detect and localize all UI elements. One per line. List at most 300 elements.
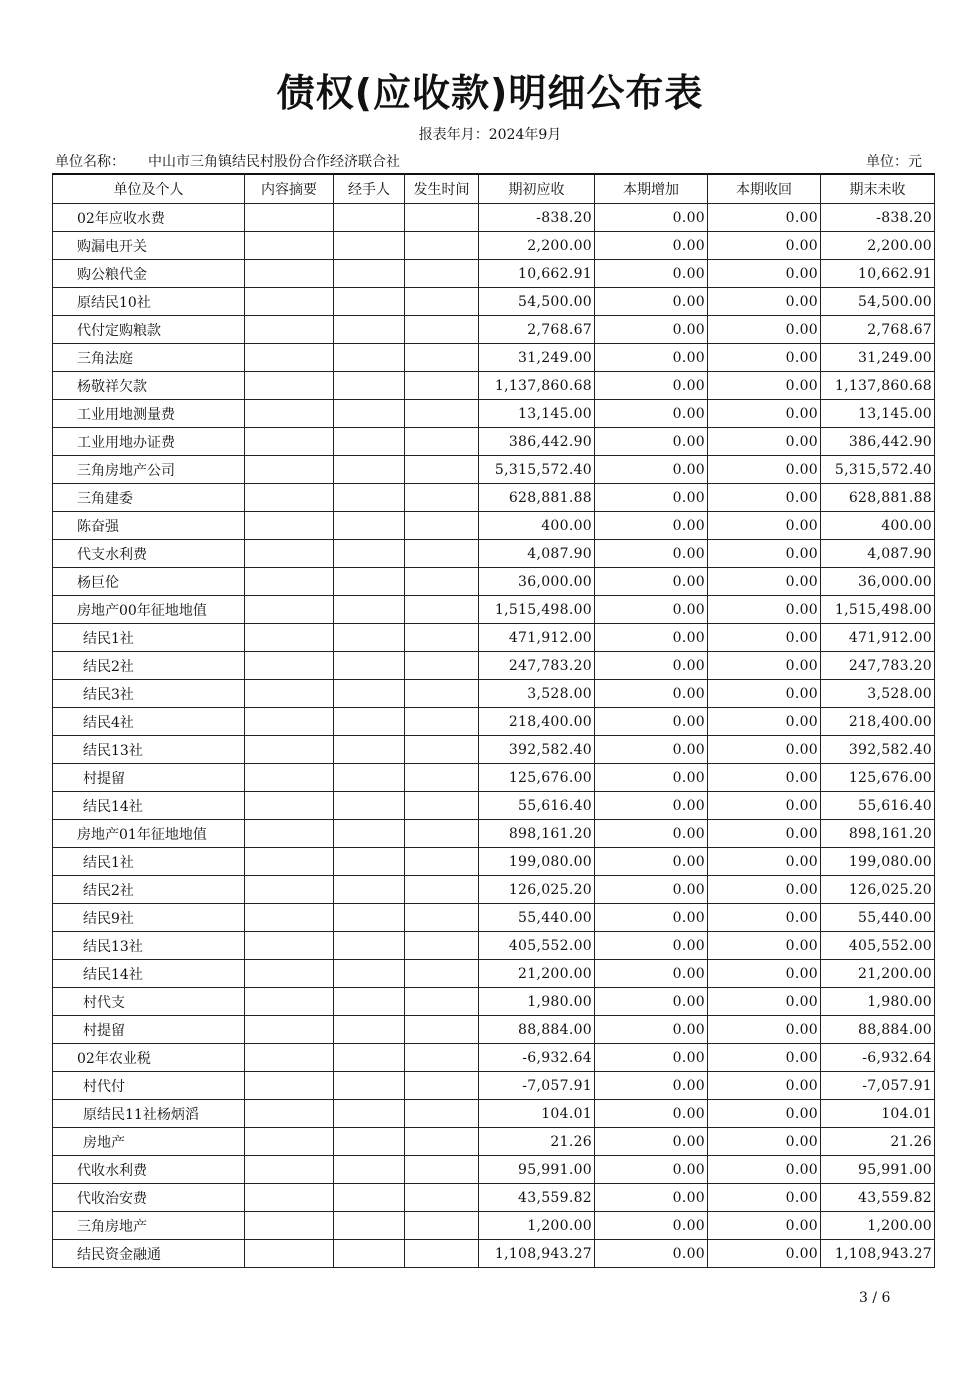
cell-opening: 1,108,943.27 xyxy=(479,1240,595,1268)
table-row xyxy=(53,736,935,764)
table-row xyxy=(53,876,935,904)
cell-handler xyxy=(334,456,405,484)
cell-party: 结民13社 xyxy=(53,736,245,764)
report-date: 报表年月：2024年9月 xyxy=(418,127,562,143)
cell-increase: 0.00 xyxy=(595,372,708,400)
cell-party: 原结民10社 xyxy=(53,288,245,316)
table-row xyxy=(53,288,935,316)
cell-date xyxy=(405,1240,479,1268)
cell-summary xyxy=(245,652,334,680)
cell-date xyxy=(405,372,479,400)
cell-summary xyxy=(245,288,334,316)
table-row xyxy=(53,1212,935,1240)
table-row xyxy=(53,1184,935,1212)
cell-party: 代支水利费 xyxy=(53,540,245,568)
table-row xyxy=(53,316,935,344)
cell-handler xyxy=(334,288,405,316)
cell-opening: 125,676.00 xyxy=(479,764,595,792)
cell-recovered: 0.00 xyxy=(708,456,821,484)
cell-handler xyxy=(334,1212,405,1240)
cell-party: 代收治安费 xyxy=(53,1184,245,1212)
cell-recovered: 0.00 xyxy=(708,792,821,820)
table-row xyxy=(53,820,935,848)
cell-party: 结民14社 xyxy=(53,792,245,820)
cell-date xyxy=(405,428,479,456)
table-row xyxy=(53,652,935,680)
cell-increase: 0.00 xyxy=(595,1128,708,1156)
cell-increase: 0.00 xyxy=(595,484,708,512)
cell-opening: 1,980.00 xyxy=(479,988,595,1016)
cell-party: 结民4社 xyxy=(53,708,245,736)
cell-opening: 2,768.67 xyxy=(479,316,595,344)
table-row xyxy=(53,1044,935,1072)
cell-closing: 400.00 xyxy=(821,512,935,540)
cell-handler xyxy=(334,820,405,848)
cell-summary xyxy=(245,1016,334,1044)
cell-increase: 0.00 xyxy=(595,736,708,764)
receivables-table xyxy=(52,173,935,1268)
cell-increase: 0.00 xyxy=(595,288,708,316)
cell-handler xyxy=(334,848,405,876)
cell-opening: 55,440.00 xyxy=(479,904,595,932)
cell-date xyxy=(405,568,479,596)
cell-closing: 218,400.00 xyxy=(821,708,935,736)
cell-increase: 0.00 xyxy=(595,1212,708,1240)
column-header-party: 单位及个人 xyxy=(53,174,245,204)
cell-date xyxy=(405,652,479,680)
cell-handler xyxy=(334,372,405,400)
cell-handler xyxy=(334,512,405,540)
cell-opening: -6,932.64 xyxy=(479,1044,595,1072)
cell-date xyxy=(405,876,479,904)
table-row xyxy=(53,904,935,932)
cell-party: 村代付 xyxy=(53,1072,245,1100)
cell-party: 代付定购粮款 xyxy=(53,316,245,344)
cell-increase: 0.00 xyxy=(595,1100,708,1128)
cell-increase: 0.00 xyxy=(595,792,708,820)
cell-handler xyxy=(334,260,405,288)
cell-increase: 0.00 xyxy=(595,316,708,344)
cell-summary xyxy=(245,1128,334,1156)
cell-date xyxy=(405,764,479,792)
cell-recovered: 0.00 xyxy=(708,820,821,848)
cell-closing: -6,932.64 xyxy=(821,1044,935,1072)
cell-opening: 199,080.00 xyxy=(479,848,595,876)
column-header-recovered: 本期收回 xyxy=(708,174,821,204)
cell-recovered: 0.00 xyxy=(708,484,821,512)
cell-increase: 0.00 xyxy=(595,344,708,372)
cell-closing: 1,980.00 xyxy=(821,988,935,1016)
cell-opening: 898,161.20 xyxy=(479,820,595,848)
cell-opening: -7,057.91 xyxy=(479,1072,595,1100)
cell-closing: 898,161.20 xyxy=(821,820,935,848)
cell-summary xyxy=(245,624,334,652)
cell-summary xyxy=(245,344,334,372)
cell-opening: 405,552.00 xyxy=(479,932,595,960)
cell-party: 结民1社 xyxy=(53,624,245,652)
cell-summary xyxy=(245,540,334,568)
cell-summary xyxy=(245,456,334,484)
cell-recovered: 0.00 xyxy=(708,204,821,232)
cell-handler xyxy=(334,988,405,1016)
cell-opening: 1,200.00 xyxy=(479,1212,595,1240)
cell-summary xyxy=(245,708,334,736)
table-row xyxy=(53,512,935,540)
cell-summary xyxy=(245,904,334,932)
table-row xyxy=(53,624,935,652)
cell-handler xyxy=(334,1044,405,1072)
cell-handler xyxy=(334,736,405,764)
cell-closing: 95,991.00 xyxy=(821,1156,935,1184)
cell-summary xyxy=(245,1100,334,1128)
cell-date xyxy=(405,1184,479,1212)
cell-recovered: 0.00 xyxy=(708,1072,821,1100)
cell-handler xyxy=(334,1128,405,1156)
unit-name-label: 单位名称： xyxy=(55,154,125,170)
table-row xyxy=(53,1100,935,1128)
cell-summary xyxy=(245,232,334,260)
cell-increase: 0.00 xyxy=(595,232,708,260)
cell-increase: 0.00 xyxy=(595,988,708,1016)
cell-opening: -838.20 xyxy=(479,204,595,232)
cell-closing: 628,881.88 xyxy=(821,484,935,512)
cell-closing: 1,137,860.68 xyxy=(821,372,935,400)
cell-party: 结民资金融通 xyxy=(53,1240,245,1268)
cell-recovered: 0.00 xyxy=(708,372,821,400)
cell-increase: 0.00 xyxy=(595,1184,708,1212)
cell-summary xyxy=(245,1184,334,1212)
cell-summary xyxy=(245,428,334,456)
cell-opening: 126,025.20 xyxy=(479,876,595,904)
table-row xyxy=(53,792,935,820)
cell-summary xyxy=(245,820,334,848)
cell-increase: 0.00 xyxy=(595,1044,708,1072)
cell-increase: 0.00 xyxy=(595,204,708,232)
cell-increase: 0.00 xyxy=(595,764,708,792)
cell-opening: 55,616.40 xyxy=(479,792,595,820)
cell-handler xyxy=(334,400,405,428)
cell-handler xyxy=(334,540,405,568)
cell-recovered: 0.00 xyxy=(708,876,821,904)
cell-opening: 400.00 xyxy=(479,512,595,540)
header-row xyxy=(53,174,935,204)
table-row xyxy=(53,428,935,456)
cell-party: 工业用地办证费 xyxy=(53,428,245,456)
cell-party: 购公粮代金 xyxy=(53,260,245,288)
cell-summary xyxy=(245,372,334,400)
cell-recovered: 0.00 xyxy=(708,736,821,764)
cell-closing: 13,145.00 xyxy=(821,400,935,428)
cell-increase: 0.00 xyxy=(595,1072,708,1100)
cell-date xyxy=(405,904,479,932)
cell-date xyxy=(405,316,479,344)
cell-handler xyxy=(334,960,405,988)
cell-handler xyxy=(334,1100,405,1128)
table-row xyxy=(53,372,935,400)
table-row xyxy=(53,1016,935,1044)
cell-closing: 405,552.00 xyxy=(821,932,935,960)
cell-closing: 3,528.00 xyxy=(821,680,935,708)
cell-date xyxy=(405,624,479,652)
cell-date xyxy=(405,1100,479,1128)
cell-party: 陈奋强 xyxy=(53,512,245,540)
cell-recovered: 0.00 xyxy=(708,1044,821,1072)
cell-handler xyxy=(334,1016,405,1044)
cell-opening: 1,137,860.68 xyxy=(479,372,595,400)
column-header-closing: 期末未收 xyxy=(821,174,935,204)
cell-summary xyxy=(245,848,334,876)
table-row xyxy=(53,1156,935,1184)
cell-closing: 43,559.82 xyxy=(821,1184,935,1212)
cell-party: 结民1社 xyxy=(53,848,245,876)
cell-date xyxy=(405,848,479,876)
column-header-increase: 本期增加 xyxy=(595,174,708,204)
currency-unit: 单位：元 xyxy=(866,154,922,170)
cell-party: 代收水利费 xyxy=(53,1156,245,1184)
cell-summary xyxy=(245,1156,334,1184)
cell-increase: 0.00 xyxy=(595,1016,708,1044)
table-row xyxy=(53,764,935,792)
table-row xyxy=(53,1128,935,1156)
cell-recovered: 0.00 xyxy=(708,428,821,456)
cell-recovered: 0.00 xyxy=(708,568,821,596)
cell-increase: 0.00 xyxy=(595,1240,708,1268)
cell-party: 结民2社 xyxy=(53,876,245,904)
cell-recovered: 0.00 xyxy=(708,1184,821,1212)
cell-closing: -7,057.91 xyxy=(821,1072,935,1100)
cell-summary xyxy=(245,736,334,764)
cell-closing: 88,884.00 xyxy=(821,1016,935,1044)
cell-party: 结民2社 xyxy=(53,652,245,680)
cell-increase: 0.00 xyxy=(595,904,708,932)
cell-summary xyxy=(245,876,334,904)
cell-date xyxy=(405,400,479,428)
cell-handler xyxy=(334,708,405,736)
cell-summary xyxy=(245,400,334,428)
cell-opening: 1,515,498.00 xyxy=(479,596,595,624)
cell-date xyxy=(405,456,479,484)
column-header-opening: 期初应收 xyxy=(479,174,595,204)
cell-summary xyxy=(245,960,334,988)
cell-party: 三角建委 xyxy=(53,484,245,512)
cell-handler xyxy=(334,316,405,344)
cell-increase: 0.00 xyxy=(595,680,708,708)
cell-party: 村提留 xyxy=(53,764,245,792)
cell-closing: 126,025.20 xyxy=(821,876,935,904)
cell-summary xyxy=(245,764,334,792)
cell-summary xyxy=(245,260,334,288)
cell-handler xyxy=(334,680,405,708)
cell-opening: 4,087.90 xyxy=(479,540,595,568)
table-row xyxy=(53,344,935,372)
cell-closing: 2,200.00 xyxy=(821,232,935,260)
cell-handler xyxy=(334,1072,405,1100)
cell-handler xyxy=(334,1184,405,1212)
cell-summary xyxy=(245,596,334,624)
cell-date xyxy=(405,708,479,736)
cell-closing: 471,912.00 xyxy=(821,624,935,652)
cell-party: 村代支 xyxy=(53,988,245,1016)
cell-summary xyxy=(245,512,334,540)
cell-opening: 104.01 xyxy=(479,1100,595,1128)
cell-date xyxy=(405,596,479,624)
cell-recovered: 0.00 xyxy=(708,624,821,652)
cell-handler xyxy=(334,876,405,904)
cell-summary xyxy=(245,316,334,344)
table-row xyxy=(53,204,935,232)
cell-increase: 0.00 xyxy=(595,876,708,904)
cell-handler xyxy=(334,484,405,512)
table-row xyxy=(53,708,935,736)
cell-closing: 31,249.00 xyxy=(821,344,935,372)
table-row xyxy=(53,1072,935,1100)
cell-closing: 55,616.40 xyxy=(821,792,935,820)
cell-summary xyxy=(245,680,334,708)
cell-opening: 10,662.91 xyxy=(479,260,595,288)
cell-closing: 21.26 xyxy=(821,1128,935,1156)
cell-date xyxy=(405,232,479,260)
cell-date xyxy=(405,680,479,708)
cell-date xyxy=(405,1044,479,1072)
cell-date xyxy=(405,792,479,820)
cell-increase: 0.00 xyxy=(595,512,708,540)
table-row xyxy=(53,456,935,484)
cell-closing: 54,500.00 xyxy=(821,288,935,316)
cell-party: 结民14社 xyxy=(53,960,245,988)
cell-opening: 88,884.00 xyxy=(479,1016,595,1044)
cell-recovered: 0.00 xyxy=(708,596,821,624)
cell-closing: 386,442.90 xyxy=(821,428,935,456)
cell-party: 结民13社 xyxy=(53,932,245,960)
cell-recovered: 0.00 xyxy=(708,1240,821,1268)
table-row xyxy=(53,568,935,596)
cell-recovered: 0.00 xyxy=(708,708,821,736)
cell-opening: 247,783.20 xyxy=(479,652,595,680)
document-title: 债权(应收款)明细公布表 xyxy=(276,71,704,115)
cell-opening: 471,912.00 xyxy=(479,624,595,652)
cell-opening: 2,200.00 xyxy=(479,232,595,260)
cell-party: 02年农业税 xyxy=(53,1044,245,1072)
cell-date xyxy=(405,820,479,848)
cell-opening: 392,582.40 xyxy=(479,736,595,764)
cell-recovered: 0.00 xyxy=(708,316,821,344)
cell-party: 02年应收水费 xyxy=(53,204,245,232)
cell-handler xyxy=(334,1240,405,1268)
cell-closing: 247,783.20 xyxy=(821,652,935,680)
cell-party: 结民9社 xyxy=(53,904,245,932)
cell-closing: 199,080.00 xyxy=(821,848,935,876)
table-row xyxy=(53,484,935,512)
cell-opening: 13,145.00 xyxy=(479,400,595,428)
cell-date xyxy=(405,540,479,568)
table-row xyxy=(53,1240,935,1268)
cell-handler xyxy=(334,344,405,372)
cell-summary xyxy=(245,988,334,1016)
column-header-handler: 经手人 xyxy=(334,174,405,204)
cell-summary xyxy=(245,1240,334,1268)
cell-recovered: 0.00 xyxy=(708,1016,821,1044)
cell-handler xyxy=(334,232,405,260)
cell-opening: 43,559.82 xyxy=(479,1184,595,1212)
cell-increase: 0.00 xyxy=(595,428,708,456)
cell-handler xyxy=(334,792,405,820)
cell-party: 结民3社 xyxy=(53,680,245,708)
cell-date xyxy=(405,344,479,372)
cell-closing: 1,515,498.00 xyxy=(821,596,935,624)
cell-recovered: 0.00 xyxy=(708,932,821,960)
cell-date xyxy=(405,512,479,540)
cell-party: 三角法庭 xyxy=(53,344,245,372)
cell-increase: 0.00 xyxy=(595,456,708,484)
page-number: 3 / 6 xyxy=(859,1290,891,1306)
cell-recovered: 0.00 xyxy=(708,260,821,288)
cell-summary xyxy=(245,1044,334,1072)
cell-recovered: 0.00 xyxy=(708,400,821,428)
column-header-summary: 内容摘要 xyxy=(245,174,334,204)
cell-closing: 55,440.00 xyxy=(821,904,935,932)
cell-date xyxy=(405,1156,479,1184)
cell-date xyxy=(405,932,479,960)
cell-date xyxy=(405,1212,479,1240)
cell-date xyxy=(405,288,479,316)
cell-increase: 0.00 xyxy=(595,708,708,736)
cell-opening: 628,881.88 xyxy=(479,484,595,512)
cell-party: 房地产01年征地地值 xyxy=(53,820,245,848)
cell-summary xyxy=(245,204,334,232)
cell-summary xyxy=(245,484,334,512)
cell-increase: 0.00 xyxy=(595,652,708,680)
cell-opening: 21,200.00 xyxy=(479,960,595,988)
cell-handler xyxy=(334,428,405,456)
cell-closing: 10,662.91 xyxy=(821,260,935,288)
table-body xyxy=(53,204,935,1268)
cell-recovered: 0.00 xyxy=(708,764,821,792)
cell-increase: 0.00 xyxy=(595,624,708,652)
cell-party: 购漏电开关 xyxy=(53,232,245,260)
cell-opening: 31,249.00 xyxy=(479,344,595,372)
cell-opening: 54,500.00 xyxy=(479,288,595,316)
cell-date xyxy=(405,1072,479,1100)
cell-recovered: 0.00 xyxy=(708,344,821,372)
cell-closing: 125,676.00 xyxy=(821,764,935,792)
cell-increase: 0.00 xyxy=(595,1156,708,1184)
column-header-date: 发生时间 xyxy=(405,174,479,204)
cell-opening: 95,991.00 xyxy=(479,1156,595,1184)
cell-party: 原结民11社杨炳滔 xyxy=(53,1100,245,1128)
cell-closing: 392,582.40 xyxy=(821,736,935,764)
cell-recovered: 0.00 xyxy=(708,1212,821,1240)
table-row xyxy=(53,680,935,708)
cell-party: 工业用地测量费 xyxy=(53,400,245,428)
cell-party: 杨敬祥欠款 xyxy=(53,372,245,400)
cell-increase: 0.00 xyxy=(595,400,708,428)
cell-date xyxy=(405,988,479,1016)
cell-opening: 5,315,572.40 xyxy=(479,456,595,484)
cell-handler xyxy=(334,596,405,624)
cell-increase: 0.00 xyxy=(595,960,708,988)
cell-handler xyxy=(334,652,405,680)
table-row xyxy=(53,400,935,428)
cell-closing: 1,108,943.27 xyxy=(821,1240,935,1268)
cell-closing: 4,087.90 xyxy=(821,540,935,568)
cell-summary xyxy=(245,568,334,596)
cell-recovered: 0.00 xyxy=(708,1156,821,1184)
cell-increase: 0.00 xyxy=(595,260,708,288)
cell-recovered: 0.00 xyxy=(708,652,821,680)
cell-opening: 21.26 xyxy=(479,1128,595,1156)
cell-handler xyxy=(334,624,405,652)
cell-recovered: 0.00 xyxy=(708,288,821,316)
